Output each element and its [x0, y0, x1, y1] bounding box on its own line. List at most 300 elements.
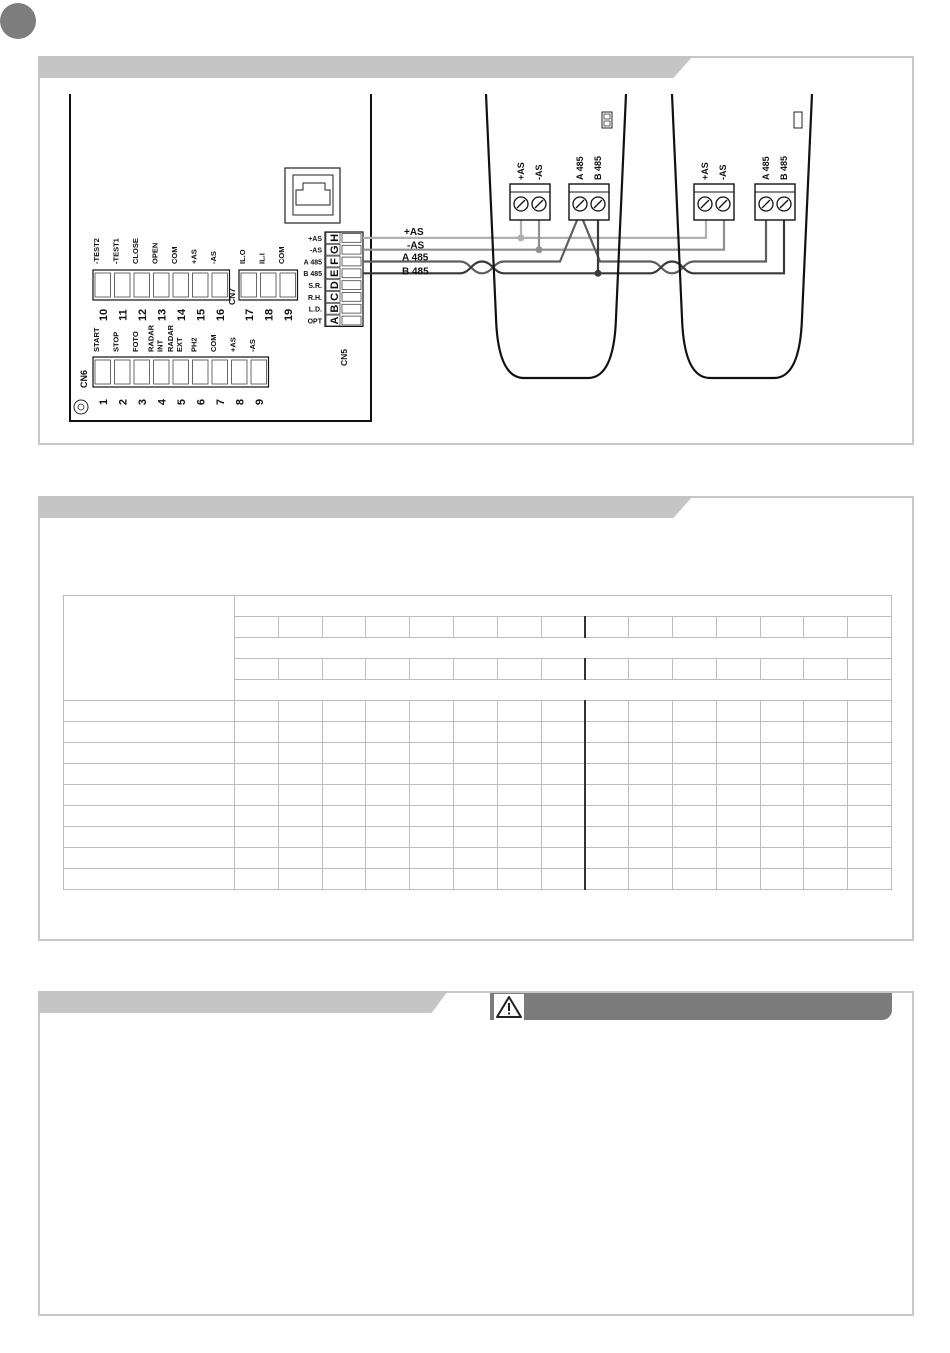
- table-cell: [585, 785, 629, 806]
- table-cell: [278, 743, 322, 764]
- rj-connector-inner: [293, 175, 333, 215]
- cn7-terminal-num-18: 18: [263, 308, 276, 322]
- table-cell: [235, 764, 279, 785]
- table-header-cell: [848, 659, 892, 680]
- cn7-terminal-num-17: 17: [243, 308, 256, 322]
- table-cell: [453, 701, 497, 722]
- table-cell: [410, 785, 454, 806]
- warning-triangle-icon: [494, 994, 524, 1020]
- table-cell: [322, 701, 366, 722]
- table-row: [64, 848, 892, 869]
- warning-bar: [490, 993, 892, 1020]
- table-cell: [366, 806, 410, 827]
- cn5-label-E: B 485: [303, 271, 322, 279]
- table-cell: [760, 827, 804, 848]
- table-row: [64, 785, 892, 806]
- upper-terminal-num-16: 16: [214, 308, 227, 322]
- device-1-jumper-icon: [602, 112, 612, 128]
- table-cell: [629, 848, 673, 869]
- table-header-cell: [629, 659, 673, 680]
- table-cell: [585, 806, 629, 827]
- table-row-label: [64, 722, 235, 743]
- cn7-terminal-label-17: IL.O: [238, 249, 247, 264]
- cn5-label-D: S.R.: [308, 283, 322, 290]
- table-header-cell: [366, 659, 410, 680]
- table-cell: [541, 869, 585, 890]
- upper-terminal-label-12: CLOSE: [131, 238, 140, 264]
- wire-label-b485: B 485: [402, 266, 429, 278]
- table-cell: [410, 806, 454, 827]
- table-cell: [541, 764, 585, 785]
- table-cell: [804, 743, 848, 764]
- table-header-cell: [629, 617, 673, 638]
- table-cell: [848, 869, 892, 890]
- table-row: [64, 806, 892, 827]
- table-header-corner: [64, 596, 235, 701]
- table-cell: [541, 848, 585, 869]
- cn5-header: CN5: [339, 348, 349, 366]
- cn6-terminal-screw-6: [193, 360, 209, 384]
- table-cell: [585, 722, 629, 743]
- table-cell: [497, 764, 541, 785]
- table-header-cell: [322, 659, 366, 680]
- table-cell: [278, 764, 322, 785]
- table-header-cell: [410, 659, 454, 680]
- table-cell: [848, 827, 892, 848]
- wire-b485: [363, 262, 598, 274]
- cn6-terminal-num-4: 4: [156, 398, 169, 406]
- table-cell: [629, 722, 673, 743]
- upper-terminal-num-10: 10: [97, 308, 110, 322]
- table-cell: [235, 848, 279, 869]
- wire-label-minus-as: -AS: [407, 240, 425, 252]
- warning-panel-header: [38, 991, 448, 1013]
- upper-terminal-screw-11: [115, 273, 131, 297]
- cn5-screw-E: [342, 269, 361, 278]
- table-row: [64, 701, 892, 722]
- table-cell: [278, 848, 322, 869]
- table-cell: [235, 743, 279, 764]
- cn7-terminal-screw-19: [280, 273, 296, 297]
- cn5-label-B: L.D.: [308, 306, 322, 314]
- device-2-power-label-1: -AS: [718, 164, 728, 180]
- rj-connector-socket: [296, 183, 330, 205]
- table-cell: [716, 806, 760, 827]
- table-header-cell: [366, 617, 410, 638]
- table-cell: [716, 722, 760, 743]
- table-cell: [672, 743, 716, 764]
- table-cell: [453, 869, 497, 890]
- cn5-label-F: A 485: [303, 259, 322, 267]
- table-header-cell: [541, 617, 585, 638]
- device-1-outline: [486, 94, 626, 378]
- table-row-label: [64, 848, 235, 869]
- table-cell: [366, 785, 410, 806]
- upper-terminal-screw-14: [173, 273, 189, 297]
- wire-b485-junction: [595, 270, 602, 277]
- table-cell: [848, 701, 892, 722]
- table-cell: [410, 743, 454, 764]
- upper-terminal-screw-12: [134, 273, 150, 297]
- cn6-terminal-label-5: RADAR: [166, 324, 175, 352]
- upper-terminal-screw-16: [212, 273, 228, 297]
- table-cell: [760, 848, 804, 869]
- table-header-cell: [848, 617, 892, 638]
- table-row-label: [64, 743, 235, 764]
- board-mount-hole-inner: [78, 404, 84, 410]
- cn5-label-A: OPT: [307, 318, 322, 326]
- upper-terminal-label-16: -AS: [209, 251, 218, 264]
- table-cell: [235, 869, 279, 890]
- cn5-letter-H: H: [329, 233, 341, 242]
- table-cell: [278, 722, 322, 743]
- table-cell: [672, 701, 716, 722]
- table-cell: [848, 743, 892, 764]
- table-cell: [322, 785, 366, 806]
- wiring-diagram: [40, 58, 912, 443]
- table-cell: [322, 806, 366, 827]
- upper-terminal-num-15: 15: [195, 308, 208, 322]
- cn5-label-H: +AS: [308, 235, 322, 243]
- table-cell: [672, 722, 716, 743]
- table-cell: [410, 827, 454, 848]
- table-cell: [716, 743, 760, 764]
- cn5-screw-D: [342, 281, 361, 290]
- cn7-terminal-label-18: IL.I: [257, 253, 267, 264]
- table-cell: [585, 848, 629, 869]
- table-cell: [541, 743, 585, 764]
- table-header-cell: [453, 617, 497, 638]
- table-cell: [322, 722, 366, 743]
- cn6-header: CN6: [79, 369, 89, 388]
- table-cell: [410, 848, 454, 869]
- cn6-terminal-screw-4: [154, 360, 170, 384]
- table-header-cell: [585, 659, 629, 680]
- table-cell: [278, 701, 322, 722]
- table-cell: [848, 806, 892, 827]
- cn7-terminal-label-19: COM: [277, 246, 286, 264]
- cn6-terminal-label-2: STOP: [111, 331, 121, 352]
- cn6-terminal-num-8: 8: [234, 398, 247, 406]
- table-cell: [629, 827, 673, 848]
- table-cell: [585, 869, 629, 890]
- cn5-letter-E: E: [329, 269, 341, 277]
- upper-terminal-label-13: OPEN: [150, 242, 160, 264]
- upper-terminal-label-11: -TEST1: [111, 238, 121, 264]
- upper-terminal-label-10: -TEST2: [92, 238, 101, 264]
- table-cell: [585, 827, 629, 848]
- table-cell: [672, 848, 716, 869]
- table-cell: [629, 764, 673, 785]
- table-cell: [672, 806, 716, 827]
- warning-panel: [38, 991, 914, 1316]
- table-cell: [804, 722, 848, 743]
- cn6-terminal-num-5: 5: [175, 398, 188, 406]
- table-header-cell: [672, 659, 716, 680]
- table-cell: [804, 785, 848, 806]
- device-1-bus-label-0: A 485: [575, 156, 585, 180]
- device-1-power-label-1: -AS: [534, 164, 544, 180]
- upper-terminal-num-13: 13: [156, 308, 169, 322]
- table-cell: [760, 785, 804, 806]
- table-row-label: [64, 701, 235, 722]
- table-cell: [716, 764, 760, 785]
- table-cell: [672, 827, 716, 848]
- cn6-terminal-screw-5: [173, 360, 189, 384]
- table-header-cell: [497, 659, 541, 680]
- cn6-terminal-screw-8: [232, 360, 248, 384]
- cn5-screw-G: [342, 245, 361, 254]
- configuration-panel: [38, 496, 914, 941]
- table-row-label: [64, 785, 235, 806]
- cn6-terminal-label-1: START: [92, 327, 101, 352]
- table-cell: [410, 764, 454, 785]
- table-cell: [322, 764, 366, 785]
- table-cell: [585, 743, 629, 764]
- cn6-terminal-screw-2: [115, 360, 131, 384]
- table-header-span: [235, 596, 892, 617]
- table-cell: [672, 785, 716, 806]
- cn6-terminal-num-9: 9: [253, 398, 266, 406]
- table-cell: [322, 848, 366, 869]
- wire-label-plus-as: +AS: [404, 226, 424, 238]
- table-cell: [804, 701, 848, 722]
- table-cell: [453, 848, 497, 869]
- table-cell: [629, 806, 673, 827]
- configuration-table: [63, 595, 892, 890]
- wire-label-a485: A 485: [402, 252, 429, 264]
- table-cell: [672, 764, 716, 785]
- cn6-terminal-label-8: +AS: [228, 337, 238, 352]
- table-cell: [716, 785, 760, 806]
- circle-badge-icon: [0, 3, 36, 39]
- table-header-cell: [497, 617, 541, 638]
- table-cell: [453, 785, 497, 806]
- table-cell: [366, 764, 410, 785]
- cn6-terminal-label-4: RADAR: [146, 324, 156, 352]
- table-cell: [235, 722, 279, 743]
- cn7-terminal-screw-18: [261, 273, 277, 297]
- device-1-bus-label-1: B 485: [593, 155, 603, 180]
- table-row: [64, 722, 892, 743]
- table-header-cell: [235, 659, 279, 680]
- table-cell: [760, 701, 804, 722]
- wire-plus-as-junction: [518, 234, 525, 241]
- table-cell: [453, 764, 497, 785]
- table-cell: [453, 806, 497, 827]
- table-cell: [760, 743, 804, 764]
- table-cell: [760, 806, 804, 827]
- table-cell: [278, 827, 322, 848]
- cn6-terminal-screw-7: [212, 360, 228, 384]
- table-cell: [278, 785, 322, 806]
- cn6-terminal-num-6: 6: [195, 398, 208, 406]
- cn6-terminal-num-7: 7: [214, 398, 227, 406]
- table-cell: [804, 869, 848, 890]
- cn6-terminal-screw-3: [134, 360, 150, 384]
- wiring-panel-header: [38, 56, 693, 78]
- cn5-letter-B: B: [329, 304, 341, 313]
- device-2-bus-label-1: B 485: [779, 155, 789, 180]
- table-header-span: [235, 680, 892, 701]
- table-cell: [366, 722, 410, 743]
- table-cell: [585, 764, 629, 785]
- table-cell: [629, 785, 673, 806]
- cn6-terminal-label-9: -AS: [248, 339, 257, 352]
- cn5-letter-D: D: [329, 281, 341, 290]
- device-2-bus-label-0: A 485: [761, 156, 771, 180]
- table-header-cell: [410, 617, 454, 638]
- table-cell: [278, 806, 322, 827]
- table-row: [64, 743, 892, 764]
- table-cell: [848, 722, 892, 743]
- table-cell: [497, 743, 541, 764]
- cn6-terminal-screw-9: [251, 360, 267, 384]
- cn6-terminal-label-3: FOTO: [131, 331, 140, 352]
- upper-terminal-num-14: 14: [175, 308, 188, 322]
- table-cell: [848, 764, 892, 785]
- table-cell: [848, 785, 892, 806]
- table-cell: [629, 743, 673, 764]
- table-cell: [366, 743, 410, 764]
- table-cell: [410, 701, 454, 722]
- device-1-power-label-0: +AS: [516, 162, 526, 180]
- cn5-screw-C: [342, 293, 361, 302]
- cn5-letter-C: C: [329, 292, 341, 301]
- wire-b485-continuation: [598, 213, 784, 273]
- cn5-screw-B: [342, 304, 361, 313]
- cn5-letter-F: F: [329, 258, 341, 265]
- table-cell: [235, 785, 279, 806]
- table-cell: [235, 827, 279, 848]
- upper-terminal-num-12: 12: [136, 308, 149, 322]
- configuration-panel-header: [38, 496, 693, 518]
- upper-terminal-screw-15: [193, 273, 209, 297]
- cn7-terminal-num-19: 19: [282, 308, 295, 322]
- board-mount-hole-icon: [74, 400, 88, 414]
- table-header-cell: [672, 617, 716, 638]
- cn6-terminal-label-7: COM: [209, 334, 218, 352]
- cn5-screw-A: [342, 316, 361, 325]
- cn6-terminal-num-3: 3: [136, 398, 149, 406]
- cn6-terminal-label-5: EXT: [175, 337, 184, 352]
- upper-terminal-label-14: COM: [170, 246, 179, 264]
- cn5-label-G: -AS: [309, 247, 322, 255]
- table-cell: [235, 701, 279, 722]
- table-header-cell: [585, 617, 629, 638]
- table-header-cell: [716, 659, 760, 680]
- table-cell: [410, 722, 454, 743]
- table-cell: [453, 722, 497, 743]
- table-cell: [716, 701, 760, 722]
- table-cell: [541, 806, 585, 827]
- table-cell: [366, 848, 410, 869]
- table-cell: [497, 785, 541, 806]
- upper-terminal-screw-13: [154, 273, 170, 297]
- upper-terminal-num-11: 11: [117, 309, 130, 321]
- wire-a485: [363, 213, 580, 273]
- wire-minus-as-junction: [536, 246, 543, 253]
- table-cell: [541, 785, 585, 806]
- table-header-cell: [760, 659, 804, 680]
- table-cell: [804, 827, 848, 848]
- table-cell: [235, 806, 279, 827]
- table-header-cell: [278, 659, 322, 680]
- table-cell: [760, 869, 804, 890]
- table-header-cell: [541, 659, 585, 680]
- table-header-cell: [760, 617, 804, 638]
- table-cell: [804, 848, 848, 869]
- device-2-jumper-icon: [794, 112, 802, 128]
- table-cell: [497, 827, 541, 848]
- table-cell: [585, 701, 629, 722]
- table-cell: [366, 869, 410, 890]
- table-header-cell: [322, 617, 366, 638]
- table-cell: [453, 827, 497, 848]
- upper-terminal-screw-10: [95, 273, 111, 297]
- table-row-label: [64, 764, 235, 785]
- table-header-cell: [235, 617, 279, 638]
- cn5-label-C: R.H.: [308, 294, 322, 302]
- table-header-cell: [804, 659, 848, 680]
- table-header-cell: [453, 659, 497, 680]
- cn5-letter-G: G: [329, 245, 341, 254]
- table-row-label: [64, 806, 235, 827]
- table-cell: [497, 848, 541, 869]
- wire-a485-continuation: [580, 213, 766, 273]
- cn7-terminal-screw-17: [241, 273, 257, 297]
- table-cell: [497, 701, 541, 722]
- table-cell: [760, 764, 804, 785]
- table-cell: [366, 701, 410, 722]
- table-cell: [410, 869, 454, 890]
- table-cell: [804, 806, 848, 827]
- table-cell: [497, 806, 541, 827]
- table-cell: [322, 827, 366, 848]
- table-cell: [672, 869, 716, 890]
- cn6-terminal-label-4: INT: [155, 339, 165, 352]
- table-cell: [497, 722, 541, 743]
- table-cell: [497, 869, 541, 890]
- table-header-cell: [716, 617, 760, 638]
- table-row: [64, 869, 892, 890]
- table-row: [64, 764, 892, 785]
- table-cell: [322, 869, 366, 890]
- wiring-panel: [38, 56, 914, 445]
- table-row: [64, 827, 892, 848]
- table-cell: [541, 722, 585, 743]
- cn6-terminal-num-2: 2: [117, 398, 130, 406]
- device-2-outline: [672, 94, 812, 378]
- table-header-cell: [278, 617, 322, 638]
- table-cell: [716, 869, 760, 890]
- device-2-power-label-0: +AS: [700, 162, 710, 180]
- table-cell: [716, 827, 760, 848]
- table-header-row: [64, 596, 892, 617]
- cn7-header: CN7: [227, 287, 237, 305]
- table-row-label: [64, 827, 235, 848]
- cn5-screw-F: [342, 257, 361, 266]
- table-cell: [278, 869, 322, 890]
- table-row-label: [64, 869, 235, 890]
- cn5-letter-A: A: [329, 316, 341, 325]
- table-cell: [322, 743, 366, 764]
- table-cell: [453, 743, 497, 764]
- table-cell: [541, 701, 585, 722]
- table-header-span: [235, 638, 892, 659]
- table-cell: [541, 827, 585, 848]
- upper-terminal-label-15: +AS: [189, 249, 199, 264]
